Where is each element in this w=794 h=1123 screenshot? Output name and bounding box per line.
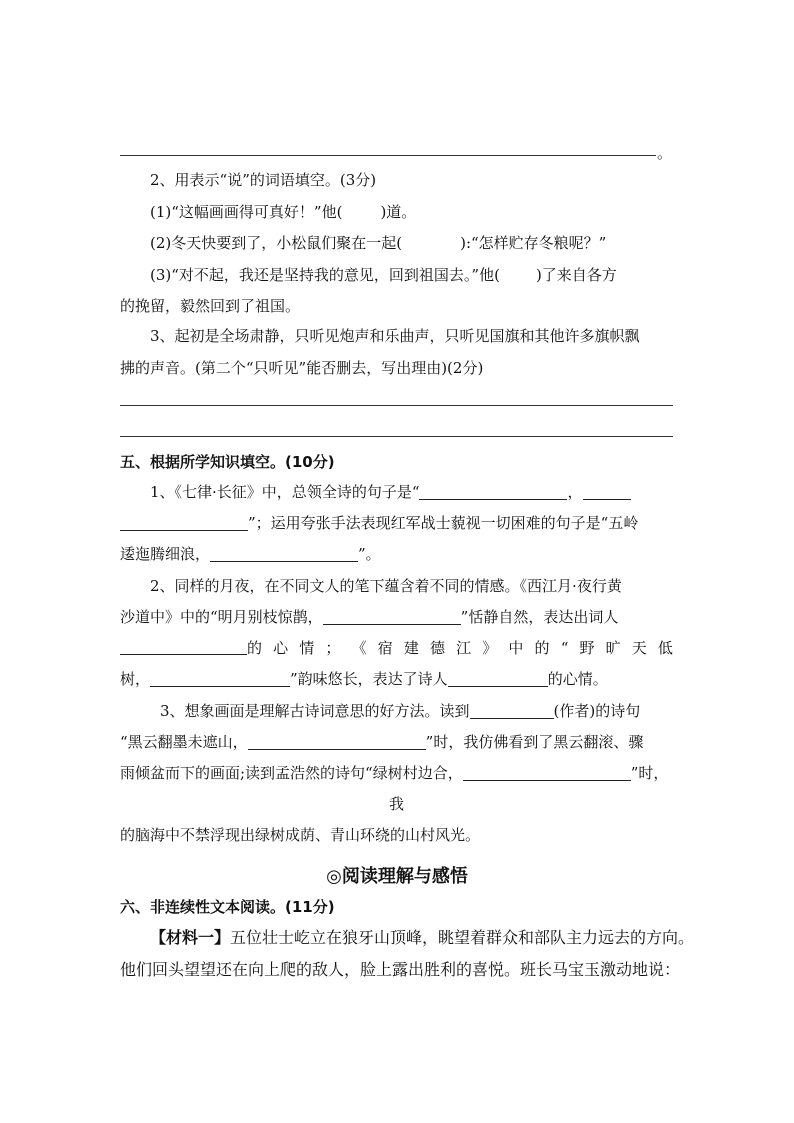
s5-q3-line-1	[160, 701, 640, 721]
section-5-title: 五、根据所学知识填空。(10分)	[120, 453, 335, 471]
char: 建	[403, 639, 419, 657]
s5-q1-text-2: ”；运用夸张手法表现红军战士藐视一切困难的句子是“五岭	[248, 514, 639, 532]
material-label: 【材料一】	[150, 928, 231, 947]
s5-q3-line-2	[120, 732, 643, 752]
blank	[470, 702, 554, 719]
q2-item-3-cont: 的挽留，毅然回到了祖国。	[120, 297, 301, 315]
char: “	[560, 639, 569, 657]
char: 《	[351, 639, 367, 657]
char: ；	[325, 639, 341, 657]
s5-q2-text-4: ”韵味悠长，表达了诗人	[290, 670, 448, 688]
blank	[120, 638, 247, 655]
q2-item-2	[150, 233, 606, 253]
char: 的	[247, 639, 263, 657]
char: 野	[579, 639, 595, 657]
blank	[463, 764, 631, 781]
q2-item-3	[150, 265, 617, 285]
char: 情	[299, 639, 315, 657]
s5-q2-text: 沙道中》中的“明月别枝惊鹊，	[120, 608, 323, 626]
char: 低	[657, 639, 673, 657]
s5-q2-line-2	[120, 607, 618, 627]
q3-line-1: 3、起初是全场肃静，只听见炮声和乐曲声，只听见国旗和其他许多旗帜飘	[150, 327, 640, 345]
s5-q1-text-3: 逶迤腾细浪，	[120, 545, 211, 563]
char: 宿	[377, 639, 393, 657]
s5-q2-line-1: 2、同样的月夜，在不同文人的笔下蕴含着不同的情感。《西江月·夜行黄	[150, 577, 622, 595]
q2-item-3-b: )了来自各方	[535, 266, 617, 284]
s5-q1-end: ”。	[358, 545, 381, 563]
material-1-line-1	[150, 928, 694, 948]
s5-q3-text-3: “黑云翻墨未遮山，	[120, 733, 248, 751]
blank	[120, 514, 248, 531]
material-text: 五位壮士屹立在狼牙山顶峰，眺望着群众和部队主力远去的方向。	[230, 928, 695, 947]
q2-heading: 2、用表示“说”的词语填空。(3分)	[150, 171, 377, 189]
s5-q1-line-2	[120, 513, 638, 533]
comma: ，	[567, 483, 583, 501]
char: 中	[508, 639, 524, 657]
char: 心	[273, 639, 289, 657]
char: 的	[534, 639, 550, 657]
blank	[419, 483, 567, 500]
s5-q3-text-5: 雨倾盆而下的画面;读到孟浩然的诗句“绿树村边合，	[120, 764, 463, 782]
s5-q1-line-1	[150, 482, 631, 502]
blank	[150, 670, 290, 687]
s5-q1-line-3	[120, 544, 381, 564]
blank	[210, 545, 358, 562]
s5-q2-line-3	[120, 638, 673, 658]
char: 天	[631, 639, 647, 657]
answer-line	[120, 436, 673, 437]
q2-item-1-b: )道。	[380, 203, 417, 221]
blank	[323, 608, 461, 625]
char: 德	[429, 639, 445, 657]
blank	[248, 733, 426, 750]
s5-q3-text-2: (作者)的诗句	[553, 702, 641, 720]
q2-item-1	[150, 202, 416, 222]
answer-line	[120, 405, 673, 406]
section-6-title: 六、非连续性文本阅读。(11分)	[120, 898, 335, 916]
s5-q2-text-3: 树，	[120, 670, 151, 688]
justified-text	[247, 638, 673, 658]
s5-q3-text-4: ”时，我仿佛看到了黑云翻滚、骤	[425, 733, 644, 751]
s5-q3-line-3	[120, 763, 668, 783]
q2-item-1-a: (1)“这幅画画得可真好！”他(	[150, 203, 343, 221]
s5-q2-text-2: ”恬静自然，表达出词人	[460, 608, 619, 626]
answer-line	[120, 155, 656, 156]
q2-item-3-a: (3)“对不起，我还是坚持我的意见，回到祖国去。”他(	[150, 266, 500, 284]
q3-line-2: 拂的声音。(第二个“只听见”能否删去，写出理由)(2分)	[120, 359, 484, 377]
blank	[583, 483, 631, 500]
period: 。	[657, 144, 673, 162]
s5-q1-text: 1、《七律·长征》中，总领全诗的句子是“	[150, 483, 420, 501]
char: 江	[456, 639, 472, 657]
material-1-line-2: 他们回头望望还在向上爬的敌人，脸上露出胜利的喜悦。班长马宝玉激动地说：	[120, 960, 681, 979]
char: 》	[482, 639, 498, 657]
reading-section-title: ◎阅读理解与感悟	[326, 866, 468, 887]
q2-item-2-a: (2)冬天快要到了，小松鼠们聚在一起(	[150, 234, 403, 252]
q2-item-2-b: ):“怎样贮存冬粮呢？”	[460, 234, 607, 252]
s5-q3-text-6: ”时，	[630, 764, 669, 782]
s5-q3-text: 3、想象画面是理解古诗词意思的好方法。读到	[160, 702, 470, 720]
s5-q3-orphan: 我	[389, 795, 405, 813]
s5-q2-line-4	[120, 669, 608, 689]
char: 旷	[605, 639, 621, 657]
s5-q3-line-4: 的脑海中不禁浮现出绿树成荫、青山环绕的山村风光。	[120, 826, 481, 844]
s5-q2-text-5: 的心情。	[547, 670, 608, 688]
blank	[448, 670, 548, 687]
